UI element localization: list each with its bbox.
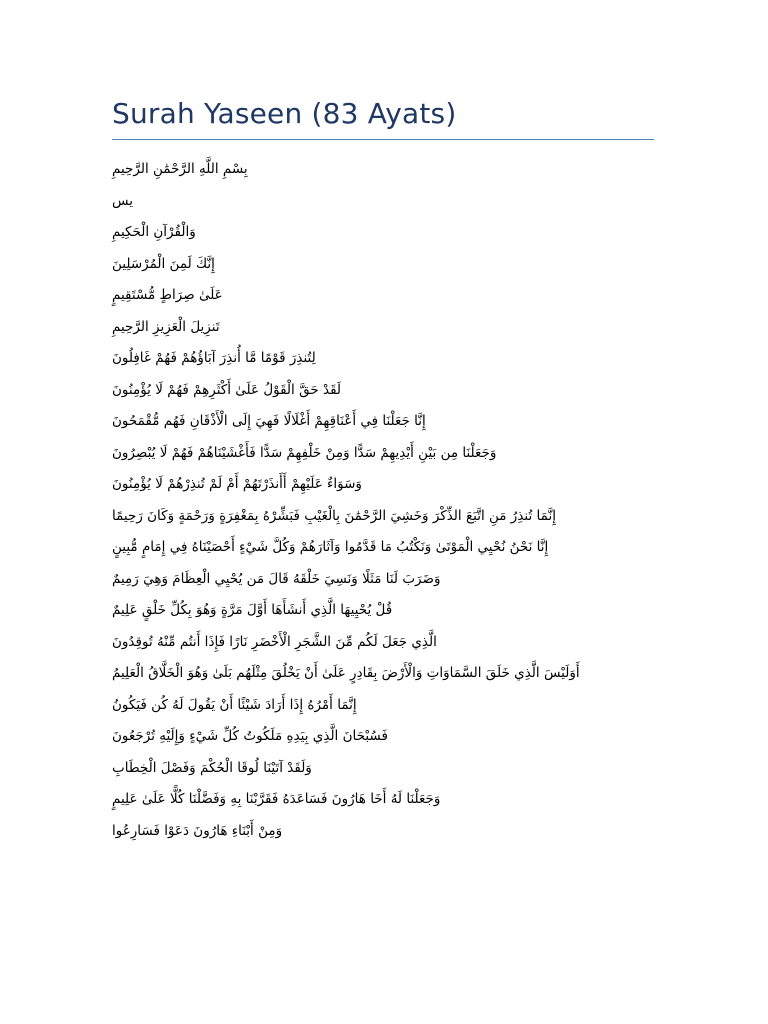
verse-line (112, 564, 656, 596)
verse-line (112, 784, 656, 816)
verse-text: فَسُبْحَانَ الَّذِي بِيَدِهِ مَلَكُوتُ كُلِّ شَيْءٍ وَإِلَيْهِ تُرْجَعُونَ (112, 728, 388, 744)
verse-line (112, 186, 656, 218)
verse-line (112, 249, 656, 281)
verse-line (112, 343, 656, 375)
verse-line (112, 501, 656, 533)
title-underline (112, 139, 654, 140)
verse-text: وَالْقُرْآنِ الْحَكِيمِ (112, 224, 196, 240)
verse-text: عَلَىٰ صِرَاطٍ مُّسْتَقِيمٍ (112, 287, 223, 303)
verse-text: إِنَّا جَعَلْنَا فِي أَعْنَاقِهِمْ أَغْلَالًا فَهِيَ إِلَى الْأَذْقَانِ فَهُم مُّقْمَحُونَ (112, 413, 426, 429)
verse-text: إِنَّمَا أَمْرُهُ إِذَا أَرَادَ شَيْئًا أَنْ يَقُولَ لَهُ كُن فَيَكُونُ (112, 696, 357, 713)
verse-text: إِنَّمَا تُنذِرُ مَنِ اتَّبَعَ الذِّكْرَ وَخَشِيَ الرَّحْمَٰنَ بِالْغَيْبِ فَبَشِّرْهُ بِمَغْفِرَةٍ وَرَحْمَةٍ وَكَانَ رَحِيمًا (112, 507, 556, 524)
verse-text: إِنَّا نَحْنُ نُحْيِي الْمَوْتَىٰ وَنَكْتُبُ مَا قَدَّمُوا وَآثَارَهُمْ وَكُلَّ شَيْءٍ أَحْصَيْنَاهُ فِي إِمَامٍ مُّبِينٍ (112, 539, 549, 555)
verse-text: وَمِنْ أَبْنَاءِ هَارُونَ دَعَوْا فَسَارِعُوا (112, 822, 283, 839)
verse-text: إِنَّكَ لَمِنَ الْمُرْسَلِينَ (112, 255, 215, 272)
verse-text: وَجَعَلْنَا مِن بَيْنِ أَيْدِيهِمْ سَدًّا وَمِنْ خَلْفِهِمْ سَدًّا فَأَغْشَيْنَاهُمْ فَهُمْ لَا يُبْصِرُونَ (112, 444, 497, 461)
verse-line (112, 690, 656, 722)
verse-line (112, 816, 656, 848)
verse-line (112, 312, 656, 344)
verse-line (112, 217, 656, 249)
verse-text: وَلَقَدْ آتَيْنَا لُوقَا الْحُكْمَ وَفَصْلَ الْخِطَابِ (112, 759, 312, 776)
verse-text: بِسْمِ اللَّهِ الرَّحْمَٰنِ الرَّحِيمِ (112, 161, 248, 177)
verse-line (112, 627, 656, 659)
verse-text: وَضَرَبَ لَنَا مَثَلًا وَنَسِيَ خَلْقَهُ قَالَ مَن يُحْيِي الْعِظَامَ وَهِيَ رَمِيمٌ (112, 570, 441, 587)
verse-line (112, 721, 656, 753)
verse-line (112, 658, 656, 690)
verse-text: أَوَلَيْسَ الَّذِي خَلَقَ السَّمَاوَاتِ وَالْأَرْضَ بِقَادِرٍ عَلَىٰ أَنْ يَخْلُقَ مِثْلَهُم بَلَىٰ وَهُوَ الْخَلَّاقُ الْعَلِيمُ (112, 665, 580, 681)
verse-text: وَجَعَلْنَا لَهُ أَخَا هَارُونَ فَسَاعَدَهُ فَقَرَّبْنَا بِهِ وَفَضَّلْنَا كُلًّا عَلَىٰ عَلِيمٍ (112, 791, 441, 807)
verse-text: تَنزِيلَ الْعَزِيزِ الرَّحِيمِ (112, 318, 220, 335)
verse-line (112, 753, 656, 785)
verse-text: الَّذِي جَعَلَ لَكُم مِّنَ الشَّجَرِ الْأَخْضَرِ نَارًا فَإِذَا أَنتُم مِّنْهُ تُوقِدُونَ (112, 633, 437, 650)
verse-line (112, 375, 656, 407)
verse-line (112, 438, 656, 470)
verse-line (112, 469, 656, 501)
verse-line (112, 406, 656, 438)
verse-line (112, 280, 656, 312)
verse-text: لِتُنذِرَ قَوْمًا مَّا أُنذِرَ آبَاؤُهُمْ فَهُمْ غَافِلُونَ (112, 350, 316, 366)
verse-line (112, 532, 656, 564)
verse-text: قُلْ يُحْيِيهَا الَّذِي أَنشَأَهَا أَوَّلَ مَرَّةٍ وَهُوَ بِكُلِّ خَلْقٍ عَلِيمٌ (112, 602, 393, 618)
verse-text: يس (112, 192, 133, 209)
verse-list (112, 154, 656, 847)
verse-line (112, 595, 656, 627)
verse-line (112, 154, 656, 186)
verse-text: لَقَدْ حَقَّ الْقَوْلُ عَلَىٰ أَكْثَرِهِمْ فَهُمْ لَا يُؤْمِنُونَ (112, 381, 342, 398)
verse-text: وَسَوَاءٌ عَلَيْهِمْ أَأَنذَرْتَهُمْ أَمْ لَمْ تُنذِرْهُمْ لَا يُؤْمِنُونَ (112, 476, 362, 492)
document-title: Surah Yaseen (83 Ayats) (112, 97, 457, 130)
